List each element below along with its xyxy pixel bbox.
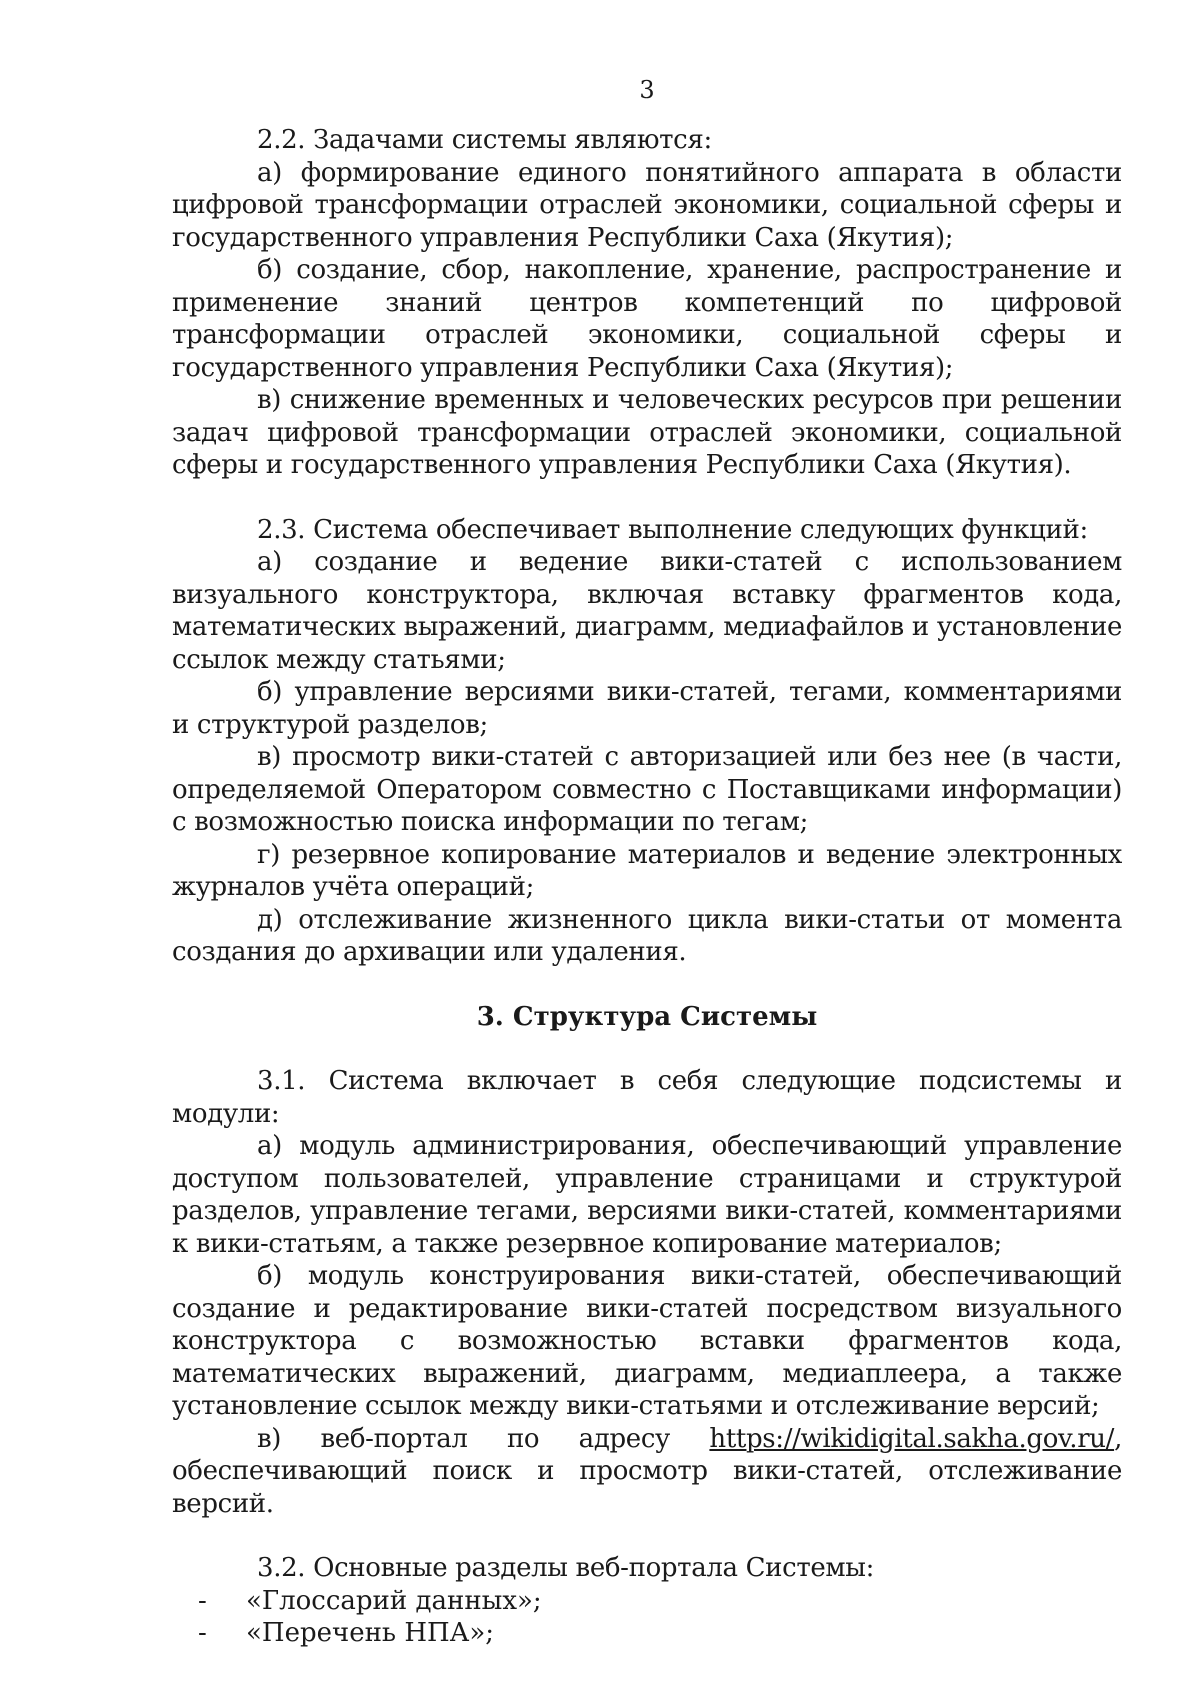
section-3-1-item-v [172, 1423, 1122, 1521]
section-2-3-item-v: в) просмотр вики-статей с авторизацией или без нее (в части, определяемой Оператором совместно с Поставщиками информации) с возможностью поиска информации по тегам; [172, 742, 1122, 837]
list-item-text: «Перечень НПА»; [246, 1618, 495, 1648]
section-2-2-item-b: б) создание, сбор, накопление, хранение, распространение и применение знаний центров компетенций по цифровой трансформации отраслей экономики, социальной сферы и государственного управления Республики Саха (Якутия); [172, 255, 1122, 383]
page-number: 3 [639, 76, 655, 104]
spacer [172, 1520, 1122, 1552]
section-2-3-intro: 2.3. Система обеспечивает выполнение следующих функций: [257, 514, 1088, 545]
section-3-1-item-a: а) модуль администрирования, обеспечивающий управление доступом пользователей, управление страницами и структурой разделов, управление тегами, версиями вики-статей, комментариями к вики-статьям, а также резервное копирование материалов; [172, 1131, 1122, 1259]
list-item [172, 1617, 1122, 1650]
section-2-3-item-a: а) создание и ведение вики-статей с использованием визуального конструктора, включая вставку фрагментов кода, математических выражений, диаграмм, медиафайлов и установление ссылок между статьями; [172, 547, 1122, 675]
section-2-2-item-a: а) формирование единого понятийного аппарата в области цифровой трансформации отраслей экономики, социальной сферы и государственного управления Республики Саха (Якутия); [172, 157, 1122, 253]
section-2-2-item-v: в) снижение временных и человеческих ресурсов при решении задач цифровой трансформации отраслей экономики, социальной сферы и государственного управления Республики Саха (Якутия). [172, 385, 1122, 480]
section-3-title: 3. Структура Системы [476, 1001, 818, 1032]
section-2-3-item-b: б) управление версиями вики-статей, тегами, комментариями и структурой разделов; [172, 677, 1122, 740]
list-item [172, 1585, 1122, 1618]
document-page [172, 74, 1122, 1650]
portal-sections-list [172, 1585, 1122, 1650]
section-3-2-intro: 3.2. Основные разделы веб-портала Системы: [257, 1553, 875, 1583]
section-3-1-intro: 3.1. Система включает в себя следующие подсистемы и модули: [172, 1066, 1122, 1129]
spacer [172, 969, 1122, 1001]
list-item-text: «Глоссарий данных»; [246, 1585, 542, 1616]
section-3-1-item-v-prefix: в) веб-портал по адресу [257, 1423, 710, 1454]
section-2-3-item-g: г) резервное копирование материалов и ведение электронных журналов учёта операций; [172, 839, 1122, 902]
spacer [172, 482, 1122, 514]
section-3-1-item-v-suffix: , обеспечивающий поиск и просмотр вики-статей, отслеживание версий. [172, 1423, 1122, 1519]
section-2-3-item-d: д) отслеживание жизненного цикла вики-статьи от момента создания до архивации или удаления. [172, 904, 1122, 967]
dash-bullet: - [198, 1618, 207, 1648]
section-3-1-item-b: б) модуль конструирования вики-статей, обеспечивающий создание и редактирование вики-статей посредством визуального конструктора с возможностью вставки фрагментов кода, математических выражений, диаграмм, медиаплеера, а также установление ссылок между вики-статьями и отслеживание версий; [172, 1261, 1122, 1421]
dash-bullet: - [198, 1585, 207, 1616]
spacer [172, 1033, 1122, 1065]
portal-link[interactable]: https://wikidigital.sakha.gov.ru/ [709, 1423, 1115, 1454]
section-2-2-intro: 2.2. Задачами системы являются: [257, 125, 712, 155]
